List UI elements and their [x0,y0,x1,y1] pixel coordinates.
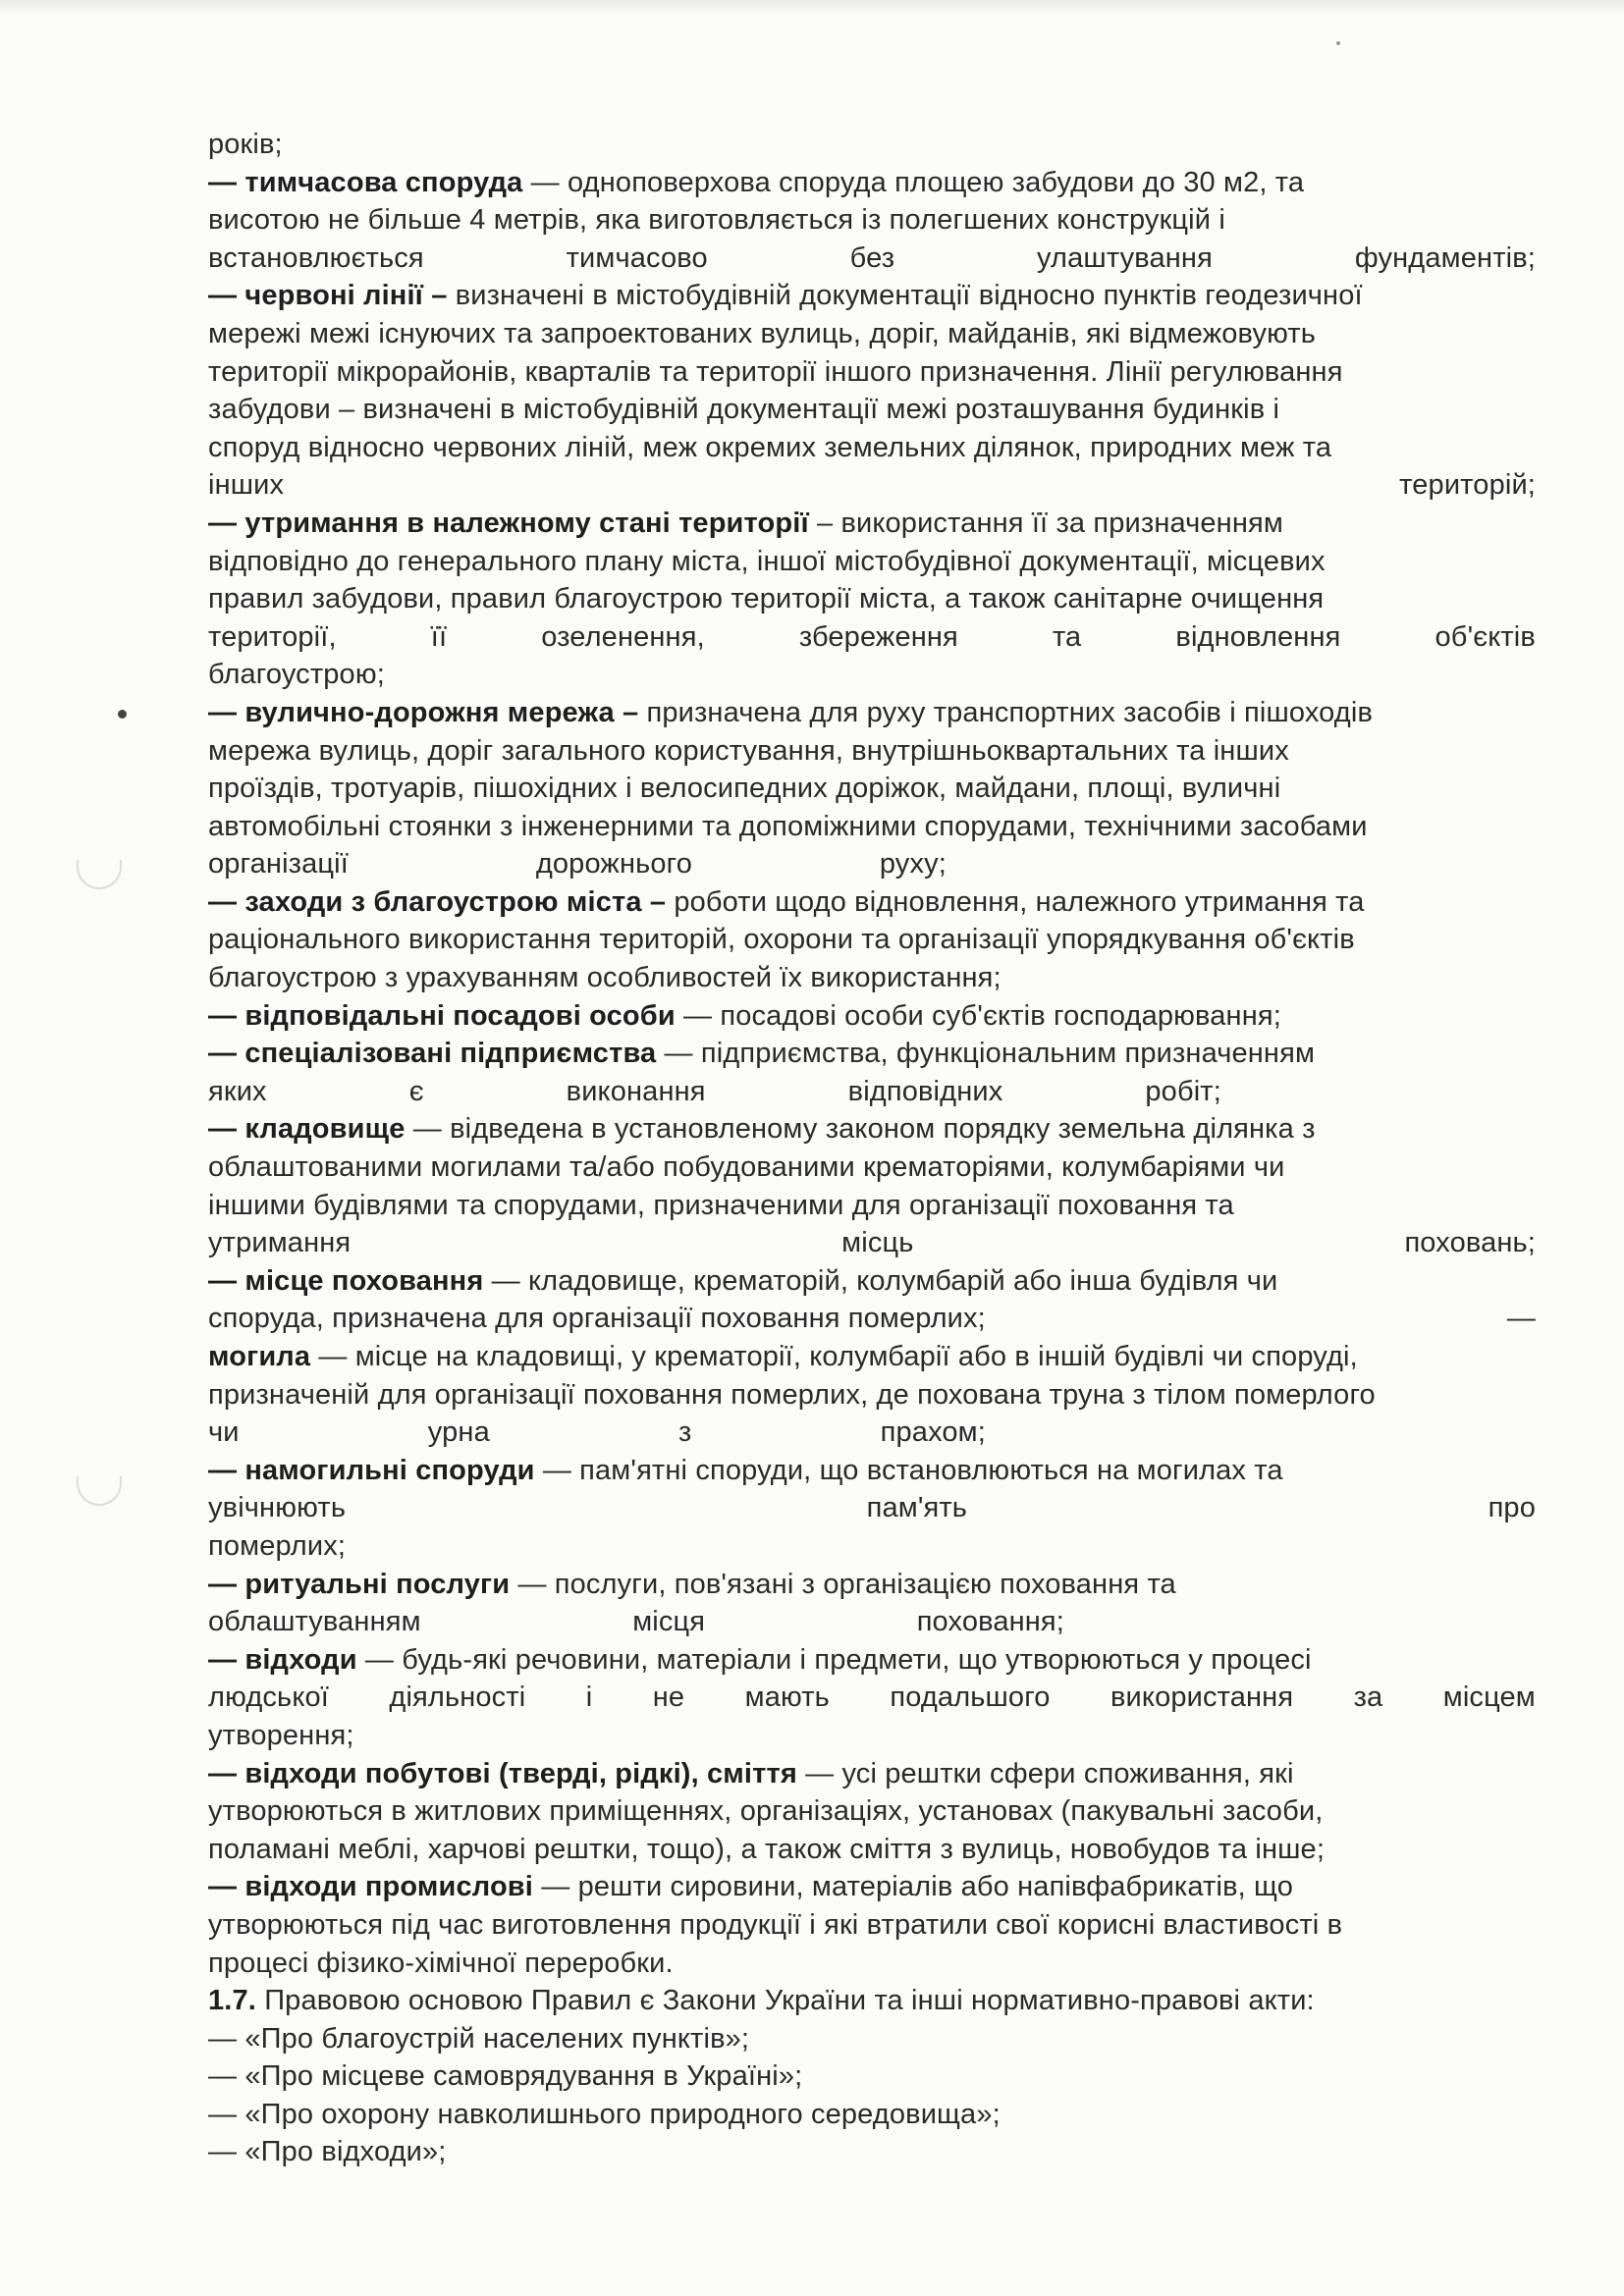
text-line [208,1717,1536,1755]
text-line [208,1148,1536,1187]
term: — місце поховання [208,1264,484,1297]
text-run: мають [744,1682,830,1714]
definition: призначена для руху транспортних засобів і пішоходів [638,696,1373,728]
text-line [208,353,1536,392]
text-line [208,656,1536,694]
text-run: дорожнього [535,848,693,881]
text-run: — [1506,1303,1536,1335]
text-line [208,1035,1536,1073]
text-run: її [430,620,448,653]
scan-speck [118,710,127,719]
text-run: утворюються під час виготовлення продукції і які втратили свої корисні властивості в [208,1908,1343,1941]
text-line [208,845,947,883]
text-run: подальшого [890,1682,1051,1714]
text-run: організації [208,848,349,881]
term: — відповідальні посадові особи [208,999,676,1032]
definition: — будь-які речовини, матеріали і предмети, що утворюються у процесі [356,1643,1312,1676]
text-run: тимчасово [566,241,708,274]
definition: — решти сировини, матеріалів або напівфабрикатів, що [533,1871,1293,1903]
text-run: забудови – визначені в містобудівній документації межі розташування будинків і [208,394,1280,426]
text-run: благоустрою; [208,659,385,691]
text-run: прахом; [880,1416,986,1449]
text-run: відповідно до генерального плану міста, іншої містобудівної документації, місцевих [208,545,1326,577]
text-line [208,1489,1536,1527]
text-run: відповідних [847,1075,1003,1107]
text-run: діяльності [389,1682,526,1714]
definition: – використання її за призначенням [808,507,1283,539]
text-line [208,1603,1064,1641]
text-run: — «Про місцеве самоврядування в Україні»; [208,2060,803,2093]
text-line [208,1641,1536,1680]
text-line [208,2096,1536,2134]
text-run: урна [427,1416,490,1449]
text-run: іншими будівлями та спорудами, призначеними для організації поховання та [208,1189,1234,1221]
text-line [208,1452,1536,1490]
text-run: процесі фізико-хімічної переробки. [208,1947,674,1979]
text-line [208,1073,1221,1111]
text-run: — «Про благоустрій населених пунктів»; [208,2022,750,2055]
text-line [208,694,1536,732]
text-run: озеленення, [541,620,705,653]
definition: — підприємства, функціональним призначенням [656,1038,1316,1070]
text-line [208,1868,1536,1906]
text-line [208,164,1536,202]
text-run: та [1052,620,1082,653]
text-line [208,1187,1536,1225]
text-line [208,1906,1536,1945]
text-line [208,391,1536,429]
text-line [208,429,1536,467]
text-run: благоустрою з урахуванням особливостей їх використання; [208,962,1001,994]
text-line [208,1262,1536,1301]
text-run: утворення; [208,1719,354,1751]
term: — відходи побутові (тверді, рідкі), сміття [208,1757,797,1789]
punch-hole-upper [77,860,122,889]
definition: роботи щодо відновлення, належного утримання та [666,885,1365,918]
text-run: місць [841,1227,914,1259]
text-line [208,1224,1536,1262]
text-line [208,1376,1536,1415]
text-run: висотою не більше 4 метрів, яка виготовляється із полегшених конструкцій і [208,204,1225,237]
scan-speck-top [1336,41,1340,45]
text-run: території, [208,620,337,653]
text-line [208,997,1536,1036]
text-run: років; [208,129,283,160]
text-run: не [652,1682,685,1714]
text-run: за [1353,1682,1383,1714]
text-run: виконання [566,1075,706,1107]
term: — утримання в належному стані території [208,507,809,539]
term: — червоні лінії – [208,280,448,312]
text-run: утримання [208,1227,352,1259]
text-line [208,1566,1536,1604]
text-run: автомобільні стоянки з інженерними та допоміжними спорудами, технічними засобами [208,810,1368,842]
text-run: поховань; [1404,1227,1536,1259]
text-line [208,1755,1536,1793]
scan-top-edge [0,0,1624,14]
term: 1.7. [208,1985,256,2017]
text-line [208,618,1536,657]
text-run: є [408,1075,424,1107]
text-line [208,1982,1536,2020]
text-run: призначеній для організації поховання померлих, де похована труна з тілом померлого [208,1378,1376,1411]
definition: — одноповерхова споруда площею забудови до 30 м2, та [522,166,1305,198]
text-run: облаштуванням [208,1606,421,1638]
definition: — відведена в установленому законом порядку земельна ділянка з [405,1113,1316,1146]
text-line [208,1527,1536,1566]
text-line [208,466,1536,505]
document-page [208,126,1536,2171]
text-run: утворюються в житлових приміщеннях, організаціях, установах (пакувальні засоби, [208,1795,1324,1828]
text-run: відновлення [1175,620,1341,653]
text-line [208,921,1536,959]
text-line [208,580,1536,618]
text-run: мережа вулиць, доріг загального користування, внутрішньоквартальних та інших [208,734,1289,767]
text-run: і [585,1682,593,1714]
term: — відходи промислові [208,1871,533,1903]
term: — відходи [208,1643,357,1676]
text-run: увічнюють [208,1492,347,1524]
definition: визначені в містобудівній документації відносно пунктів геодезичної [447,280,1363,312]
text-line [208,732,1536,771]
text-run: — «Про охорону навколишнього природного середовища»; [208,2098,1001,2130]
text-run: встановлюється [208,241,424,274]
text-run: об'єктів [1435,620,1536,653]
text-line [208,1792,1536,1831]
term: — заходи з благоустрою міста – [208,885,667,918]
text-line [208,315,1536,353]
text-line [208,126,1536,164]
text-line [208,1679,1536,1717]
definition: Правовою основою Правил є Закони України та інші нормативно-правові акти: [255,1985,1315,2017]
text-run: інших [208,469,285,502]
term: — ритуальні послуги [208,1568,511,1600]
definition: — посадові особи суб'єктів господарювання; [675,999,1281,1032]
text-run: мережі межі існуючих та запроектованих вулиць, доріг, майданів, які відмежовують [208,317,1317,349]
text-run: яких [208,1075,267,1107]
text-line [208,1300,1536,1338]
term: — спеціалізовані підприємства [208,1038,657,1070]
text-run: руху; [879,848,947,881]
text-run: збереження [798,620,958,653]
term: могила [208,1341,311,1372]
text-run: фундаментів; [1354,241,1536,274]
text-run: робіт; [1145,1075,1221,1107]
text-run: померлих; [208,1529,347,1562]
text-line [208,2020,1536,2058]
text-line [208,1945,1536,1983]
text-run: проїздів, тротуарів, пішохідних і велосипедних доріжок, майдани, площі, вуличні [208,773,1281,805]
definition: — кладовище, крематорій, колумбарій або інша будівля чи [483,1264,1278,1297]
text-run: пам'ять [866,1492,968,1524]
term: — намогильні споруди [208,1454,535,1486]
definition: — пам'ятні споруди, що встановлюються на могилах та [534,1454,1283,1486]
text-run: поховання; [916,1606,1064,1638]
text-line [208,240,1536,278]
text-run: з [678,1416,692,1449]
text-run: території мікрорайонів, кварталів та території іншого призначення. Лінії регулювання [208,355,1343,388]
definition: — послуги, пов'язані з організацією поховання та [510,1568,1176,1600]
text-run: людської [208,1682,329,1714]
text-run: місцем [1442,1682,1536,1714]
text-line [208,2057,1536,2096]
text-line [208,277,1536,315]
text-line [208,1831,1536,1869]
text-run: улаштування [1037,241,1213,274]
term: — кладовище [208,1113,406,1146]
text-run: правил забудови, правил благоустрою території міста, а також санітарне очищення [208,583,1325,615]
text-line [208,1110,1536,1148]
text-run: споруда, призначена для організації поховання померлих; [208,1303,986,1335]
term: — тимчасова споруда [208,166,523,198]
text-run: раціонального використання територій, охорони та організації упорядкування об'єктів [208,924,1355,956]
text-line [208,1414,986,1452]
text-line [208,201,1536,240]
text-run: чи [208,1416,240,1449]
text-run: без [849,241,895,274]
definition: — усі рештки сфери споживання, які [796,1757,1294,1789]
punch-hole-lower [77,1476,122,1506]
text-run: облаштованими могилами та/або побудованими крематоріями, колумбаріями чи [208,1151,1285,1184]
term: — вулично-дорожня мережа – [208,696,639,728]
text-line [208,505,1536,543]
text-run: про [1488,1492,1536,1524]
text-line [208,959,1536,997]
text-line [208,770,1536,808]
text-run: поламані меблі, харчові рештки, тощо), а також сміття з вулиць, новобудов та інше; [208,1833,1326,1865]
text-run: — «Про відходи»; [208,2136,447,2168]
text-line [208,883,1536,922]
text-run: територій; [1399,469,1536,502]
text-line [208,543,1536,581]
text-run: споруд відносно червоних ліній, меж окремих земельних ділянок, природних меж та [208,431,1332,463]
definition: — місце на кладовищі, у крематорії, колумбарії або в іншій будівлі чи споруді, [310,1341,1358,1372]
text-line [208,1338,1536,1376]
text-run: використання [1110,1682,1294,1714]
text-line [208,2133,1536,2171]
text-run: місця [632,1606,706,1638]
text-line [208,808,1536,846]
